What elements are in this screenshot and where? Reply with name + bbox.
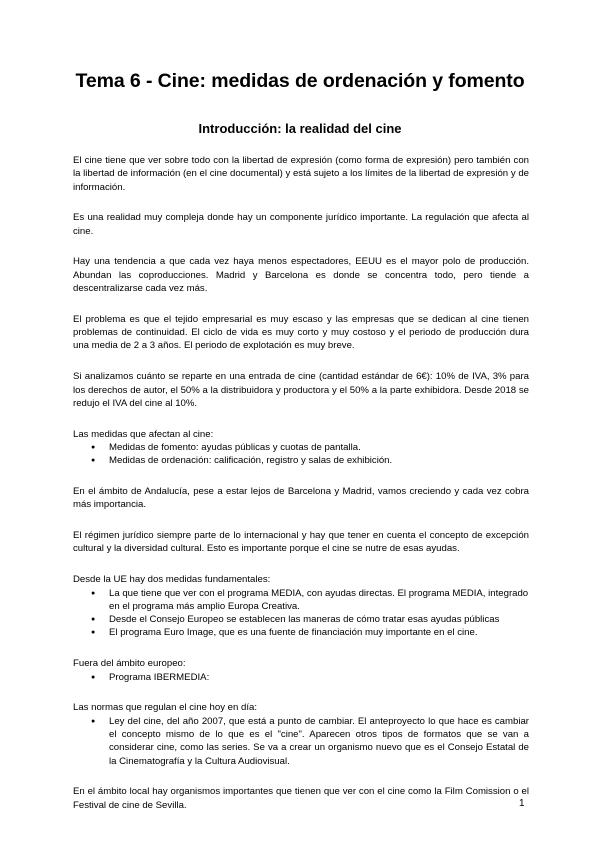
document-body bbox=[73, 154, 529, 829]
paragraph-realidad-compleja: Es una realidad muy compleja donde hay un componente jurídico importante. La regulación que afecta al cine. bbox=[73, 212, 529, 237]
paragraph-normas-lead: Las normas que regulan el cine hoy en día: bbox=[73, 702, 258, 714]
list-item: ● El programa Euro Image, que es una fuente de financiación muy importante en el cine. bbox=[109, 626, 529, 639]
list-item: ● La que tiene que ver con el programa MEDIA, con ayudas directas. El programa MEDIA, integrado en el programa más amplio Europa Creativa. bbox=[109, 587, 529, 614]
page-title: Tema 6 - Cine: medidas de ordenación y fomento bbox=[75, 70, 525, 92]
list-fuera bbox=[73, 671, 529, 684]
section-heading: Introducción: la realidad del cine bbox=[198, 121, 402, 136]
list-item: ● Programa IBERMEDIA: bbox=[109, 671, 529, 684]
paragraph-ue-lead: Desde la UE hay dos medidas fundamentales: bbox=[73, 574, 271, 586]
paragraph-ambito-local: En el ámbito local hay organismos importantes que tienen que ver con el cine como la Film Comission o el Festival de cine de Sevilla. bbox=[73, 786, 529, 811]
paragraph-andalucia: En el ámbito de Andalucía, pese a estar lejos de Barcelona y Madrid, vamos creciendo y cada vez cobra más importancia. bbox=[73, 486, 529, 511]
list-item: ● Desde el Consejo Europeo se establecen las maneras de cómo tratar esas ayudas públicas bbox=[109, 613, 529, 626]
page-number: 1 bbox=[519, 798, 525, 809]
paragraph-tendencia: Hay una tendencia a que cada vez haya menos espectadores, EEUU es el mayor polo de producción. Abundan las coproducciones. Madrid y Barcelona es donde se concentra todo, pero tiende a descentralizarse cada vez más. bbox=[73, 256, 529, 295]
list-normas bbox=[73, 715, 529, 768]
paragraph-libertad-expresion: El cine tiene que ver sobre todo con la libertad de expresión (como forma de expresión) pero también con la libertad de información (en el cine documental) y está sujeto a los límites de la libertad de expresión y de información. bbox=[73, 155, 529, 193]
list-medidas bbox=[73, 441, 529, 468]
paragraph-regimen-juridico: El régimen jurídico siempre parte de lo internacional y hay que tener en cuenta el concepto de excepción cultural y la diversidad cultural. Esto es importante porque el cine se nutre de esas ayudas. bbox=[73, 530, 529, 555]
list-item: ● Medidas de ordenación: calificación, registro y salas de exhibición. bbox=[109, 454, 529, 467]
paragraph-reparto-entrada: Si analizamos cuánto se reparte en una entrada de cine (cantidad estándar de 6€): 10% de IVA, 3% para los derechos de autor, el 50% a la distribuidora y productora y el 50% a la parte exhibidora. Desde 2018 se redujo el IVA del cine al 10%. bbox=[73, 371, 529, 409]
paragraph-fuera-lead: Fuera del ámbito europeo: bbox=[73, 658, 186, 670]
list-item: ● Medidas de fomento: ayudas públicas y cuotas de pantalla. bbox=[109, 441, 529, 454]
list-item: ● Ley del cine, del año 2007, que está a punto de cambiar. El anteproyecto lo que hace es cambiar el concepto mismo de lo que es el "cine". Aparecen otros tipos de formatos que se van a considerar cine, como las series. Se va a crear un organismo nuevo que es el Consejo Estatal de la Cinematografía y la Cultura Audiovisual. bbox=[109, 715, 529, 768]
list-ue bbox=[73, 587, 529, 640]
paragraph-medidas-lead: Las medidas que afectan al cine: bbox=[73, 428, 214, 440]
paragraph-problema: El problema es que el tejido empresarial es muy escaso y las empresas que se dedican al cine tienen problemas de continuidad. El ciclo de vida es muy corto y muy costoso y el periodo de producción dura una media de 2 a 3 años. El periodo de explotación es muy breve. bbox=[73, 313, 529, 352]
